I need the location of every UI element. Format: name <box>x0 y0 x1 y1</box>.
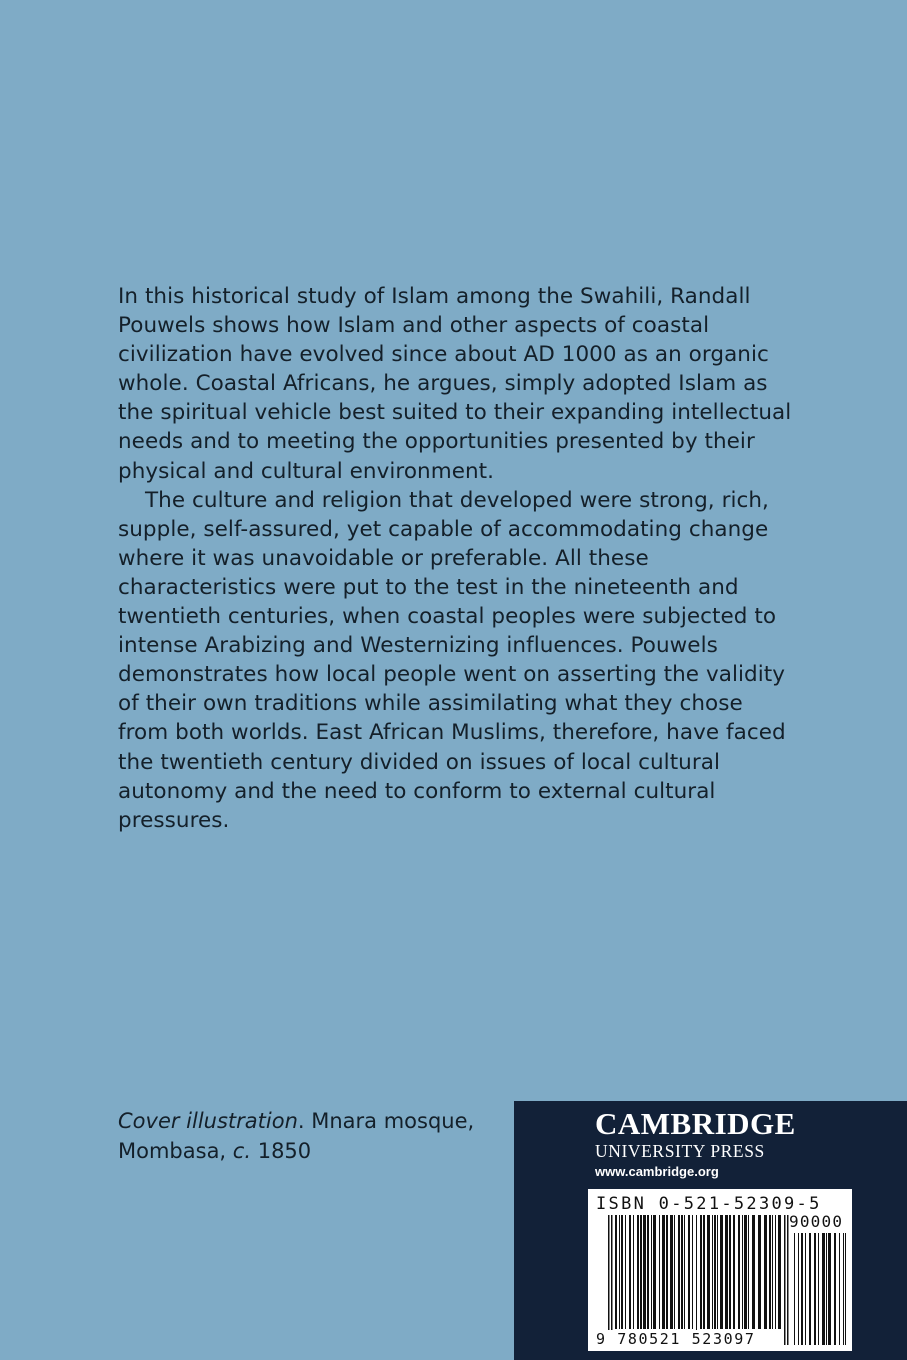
caption-circa: c. <box>232 1139 252 1163</box>
price-code: 90000 <box>789 1212 844 1231</box>
ean-number: 9 780521 523097 <box>596 1330 756 1348</box>
blurb-paragraph-2: The culture and religion that developed were strong, rich, supple, self-assured, yet capable of accommodating change where it was unavoidable or preferable. All these characteristics were put to the test in the nineteenth and twentieth centuries, when coastal peoples were subjected to intense Arabizing and Westernizing influences. Pouwels demonstrates how local people went on asserting the validity of their own traditions while assimilating what they chose from both worlds. East African Muslims, therefore, have faced the twentieth century divided on issues of local cultural autonomy and the need to conform to external cultural pressures. <box>118 487 786 833</box>
caption-label: Cover illustration <box>118 1109 298 1133</box>
blurb-paragraph-1: In this historical study of Islam among the Swahili, Randall Pouwels shows how Islam and other aspects of coastal civilization have evolved since about AD 1000 as an organic whole. Coastal Africans, he argues, simply adopted Islam as the spiritual vehicle best suited to their expanding intellectual needs and to meeting the opportunities presented by their physical and cultural environment. <box>118 284 792 484</box>
isbn-number: ISBN 0-521-52309-5 <box>596 1194 822 1214</box>
caption-text-2: Mombasa, <box>118 1139 233 1163</box>
caption-text-1: . Mnara mosque, <box>297 1109 475 1133</box>
publisher-panel <box>514 1101 907 1360</box>
caption-year: 1850 <box>251 1139 312 1163</box>
publisher-url: www.cambridge.org <box>595 1164 719 1179</box>
publisher-subtitle: UNIVERSITY PRESS <box>595 1141 765 1161</box>
publisher-name: CAMBRIDGE <box>595 1106 796 1141</box>
cover-illustration-caption <box>118 1106 498 1166</box>
blurb <box>118 282 798 835</box>
barcode <box>588 1189 852 1351</box>
